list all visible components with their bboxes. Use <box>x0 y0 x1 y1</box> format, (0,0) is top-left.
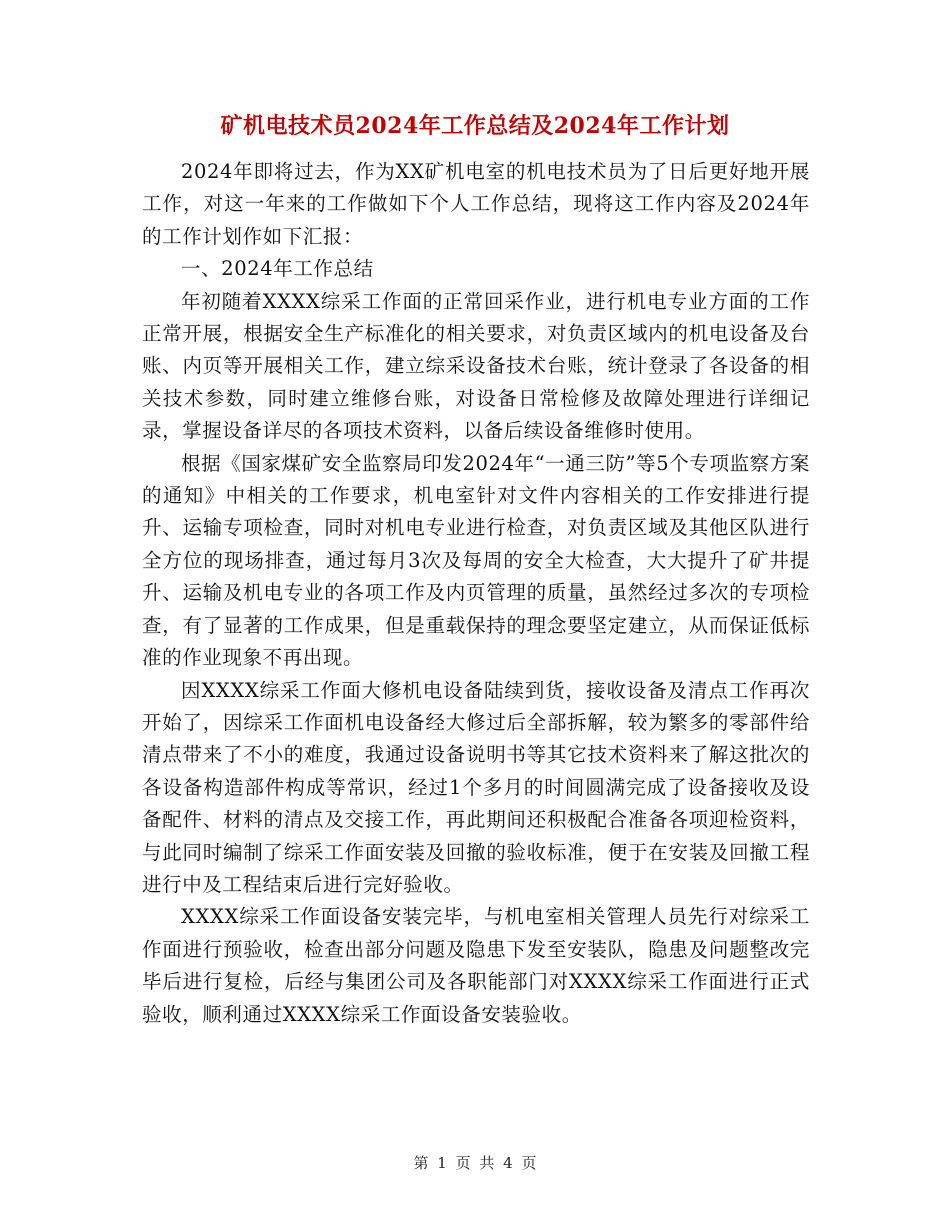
page-footer: 第 1 页 共 4 页 <box>413 1154 537 1172</box>
document-body <box>142 156 810 1031</box>
body-paragraph: 年初随着XXXX综采工作面的正常回采作业，进行机电专业方面的工作正常开展，根据安全生产标准化的相关要求，对负责区域内的机电设备及台账、内页等开展相关工作，建立综采设备技术台账，统计登录了各设备的相关技术参数，同时建立维修台账，对设备日常检修及故障处理进行详细记录，掌握设备详尽的各项技术资料，以备后续设备维修时使用。 <box>142 289 810 443</box>
section-heading: 一、2024年工作总结 <box>181 257 374 281</box>
body-paragraph: 根据《国家煤矿安全监察局印发2024年“一通三防”等5个专项监察方案的通知》中相关的工作要求，机电室针对文件内容相关的工作安排进行提升、运输专项检查，同时对机电专业进行检查，对负责区域及其他区队进行全方位的现场排查，通过每月3次及每周的安全大检查，大大提升了矿井提升、运输及机电专业的各项工作及内页管理的质量，虽然经过多次的专项检查，有了显著的工作成果，但是重载保持的理念要坚定建立，从而保证低标准的作业现象不再出现。 <box>142 451 810 670</box>
body-paragraph: XXXX综采工作面设备安装完毕，与机电室相关管理人员先行对综采工作面进行预验收，检查出部分问题及隐患下发至安装队，隐患及问题整改完毕后进行复检，后经与集团公司及各职能部门对XXXX综采工作面进行正式验收，顺利通过XXXX综采工作面设备安装验收。 <box>142 905 810 1026</box>
intro-paragraph: 2024年即将过去，作为XX矿机电室的机电技术员为了日后更好地开展工作，对这一年来的工作做如下个人工作总结，现将这工作内容及2024年的工作计划作如下汇报： <box>142 160 810 248</box>
document-title: 矿机电技术员2024年工作总结及2024年工作计划 <box>220 113 730 139</box>
body-paragraph: 因XXXX综采工作面大修机电设备陆续到货，接收设备及清点工作再次开始了，因综采工作面机电设备经大修过后全部拆解，较为繁多的零部件给清点带来了不小的难度，我通过设备说明书等其它技术资料来了解这批次的各设备构造部件构成等常识，经过1个多月的时间圆满完成了设备接收及设备配件、材料的清点及交接工作，再此期间还积极配合准备各项迎检资料，与此同时编制了综采工作面安装及回撤的验收标准，便于在安装及回撤工程进行中及工程结束后进行完好验收。 <box>142 678 810 896</box>
